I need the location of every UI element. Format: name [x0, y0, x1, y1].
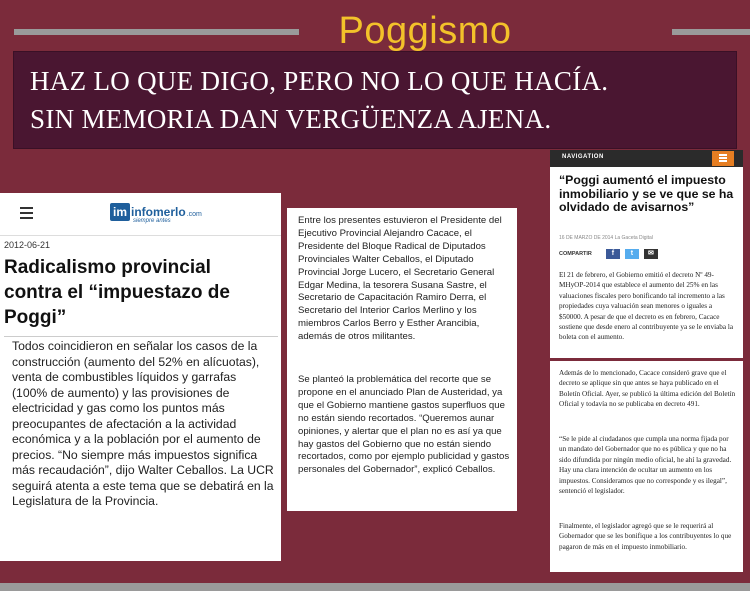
paragraph-attendees: Entre los presentes estuvieron el Presidente del Ejecutivo Provincial Alejandro Cacace, el Presidente del Bloque Radical de Diputados Provinciales Walter Ceballos, el Diputado Provincial Jorge Lucero, el Secretario General Edgar Medina, la tesorera Susana Sastre, el Secretario de Capacitación Ramiro Derra, el Secretario del Interior Carlos Merlino y los miembros Carlos Berro y Esther Arancibia, además de otros militantes.	[298, 215, 502, 343]
paragraph-quote: “Se le pide al ciudadanos que cumpla una norma fijada por un mandato del Gobernador que no es pública y que no ha sido difundida por ningún medio oficial, he ahí la gravedad. Hay una clara intención de ocultar un aumento en los impuestos. Consideramos que no corresponde y es ilegal”, sentenció el legislador.	[559, 435, 732, 496]
article-excerpt	[287, 208, 517, 511]
article-body: Todos coincidieron en señalar los casos de la construcción (aumento del 52% en alícuotas), venta de combustibles líquidos y garrafas (100% de aumento) y las provisiones de electricidad y gas como los puntos más preocupantes de afectación a la actividad económica y a la población por el aumento de precios. “No siempre más impuestos significa más recaudación”, dijo Walter Ceballos. La UCR seguirá atenta a este tema que se debatirá en la Legislatura de la Provincia.	[12, 339, 274, 508]
paragraph-official-bulletin: Además de lo mencionado, Cacace consideró grave que el decreto se aplique sin que antes se haya publicado en el Boletín Oficial. Ayer, se publicó la última edición del Boletín Oficial y todavía no se publicaba en decreto 491.	[559, 369, 736, 409]
article-title: Radicalismo provincial contra el “impuestazo de Poggi”	[4, 257, 230, 328]
menu-button[interactable]	[712, 151, 734, 166]
paragraph-austerity: Se planteó la problemática del recorte que se propone en el anunciado Plan de Austeridad, ya que el Gobierno mantiene gastos superfluos que no están siendo recortados. “Queremos aunar opiniones, y alertar que el plan no es así ya que hay gastos del Gobierno que no están siendo recortados, como por ejemplo publicidad y gastos personales del Gobernador”, explicó Ceballos.	[298, 374, 510, 476]
article-gaceta-top	[550, 150, 743, 358]
banner-line-1: HAZ LO QUE DIGO, PERO NO LO QUE HACÍA.	[30, 66, 609, 96]
logo-mark: im	[110, 203, 130, 221]
navigation-label: NAVIGATION	[562, 154, 604, 160]
banner-line-2: SIN MEMORIA DAN VERGÜENZA AJENA.	[30, 104, 552, 134]
article-meta: 16 DE MARZO DE 2014 La Gaceta Digital	[559, 235, 653, 241]
site-header	[0, 193, 281, 236]
menu-icon[interactable]	[20, 207, 33, 222]
menu-icon	[719, 154, 727, 156]
headline-banner	[14, 52, 736, 148]
twitter-share-button[interactable]: t	[625, 249, 639, 259]
article-date: 2012-06-21	[4, 240, 51, 250]
slide-title: Poggismo	[338, 10, 512, 52]
decorative-line-left	[14, 29, 299, 35]
facebook-share-button[interactable]: f	[606, 249, 620, 259]
decorative-line-right	[672, 29, 750, 35]
logo-domain: .com	[186, 210, 202, 218]
share-label: COMPARTIR	[559, 251, 592, 257]
share-row	[559, 249, 663, 259]
decorative-line-bottom	[0, 583, 750, 591]
logo-tagline: siempre antes	[133, 218, 171, 224]
article-title: “Poggi aumentó el impuesto inmobiliario y se ve que se ha olvidado de avisarnos”	[559, 173, 734, 214]
email-share-button[interactable]: ✉	[644, 249, 658, 259]
article-gaceta-bottom	[550, 361, 743, 572]
logo-name: infomerlo	[131, 205, 186, 219]
paragraph-conclusion: Finalmente, el legislador agregó que se le requerirá al Gobernador que se les bonifique a los contribuyentes lo que pagaron de más en el impuesto inmobiliario.	[559, 522, 732, 551]
navigation-bar	[550, 150, 743, 167]
divider	[4, 336, 278, 337]
article-infomerlo	[0, 193, 281, 561]
paragraph-decree: El 21 de febrero, el Gobierno emitió el decreto Nº 49-MHyOP-2014 que establece el aumento del 25% en las valuaciones fiscales pero bonificando tal incremento a las propiedades cuya valuación sean menores o iguales a $50000. A pesar de que el decreto es en febrero, Cacace sostiene que desde enero al contribuyente ya se le enviaba la boleta con el aumento.	[559, 271, 734, 342]
